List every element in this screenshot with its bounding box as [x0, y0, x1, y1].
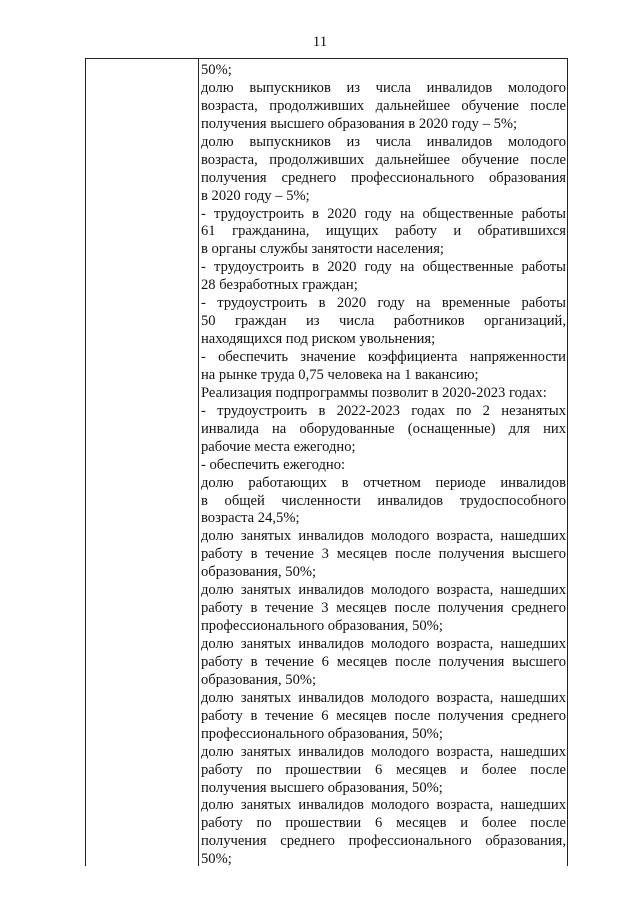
text-line: долю занятых инвалидов молодого возраста, нашедших: [201, 636, 566, 652]
text-line: образования, 50%;: [201, 671, 317, 688]
text-line: Реализация подпрограммы позволит в 2020-2023 годах:: [201, 384, 547, 401]
text-line: на рынке труда 0,75 человека на 1 вакансию;: [201, 366, 479, 383]
text-line: получения высшего образования в 2020 году – 5%;: [201, 115, 518, 132]
text-line: долю занятых инвалидов молодого возраста, нашедших: [201, 689, 566, 706]
text-line: работу в течение 3 месяцев после получения среднего: [201, 600, 566, 617]
text-line: 50 граждан из числа работников организаций,: [201, 313, 566, 330]
table-cell-text: [201, 62, 566, 869]
text-line: в 2020 году – 5%;: [201, 187, 310, 204]
text-line: 50%;: [201, 62, 232, 78]
text-line: рабочие места ежегодно;: [201, 438, 356, 455]
text-line: возраста, продолживших дальнейшее обучение после: [201, 151, 566, 168]
text-line: долю занятых инвалидов молодого возраста, нашедших: [201, 797, 566, 814]
text-line: - трудоустроить в 2020 году на общественные работы: [201, 259, 566, 276]
text-line: работу в течение 6 месяцев после получения среднего: [201, 707, 566, 724]
text-line: работу по прошествии 6 месяцев и более после: [201, 761, 566, 778]
text-line: работу по прошествии 6 месяцев и более после: [201, 815, 566, 832]
text-line: - обеспечить значение коэффициента напряженности: [201, 349, 566, 365]
text-line: долю занятых инвалидов молодого возраста, нашедших: [201, 582, 566, 599]
text-line: профессионального образования, 50%;: [201, 618, 443, 635]
page-number: 11: [312, 34, 328, 50]
text-line: долю занятых инвалидов молодого возраста, нашедших: [201, 528, 566, 545]
text-line: долю занятых инвалидов молодого возраста, нашедших: [201, 743, 566, 760]
text-line: долю выпускников из числа инвалидов молодого: [201, 133, 566, 150]
text-line: 50%;: [201, 851, 232, 868]
text-line: инвалида на оборудованные (оснащенные) для них: [201, 420, 566, 437]
text-line: работу в течение 3 месяцев после получения высшего: [201, 546, 566, 563]
text-line: 61 гражданина, ищущих работу и обратившихся: [201, 223, 566, 240]
text-line: долю выпускников из числа инвалидов молодого: [201, 79, 566, 96]
text-line: 28 безработных граждан;: [201, 277, 358, 294]
text-line: работу в течение 6 месяцев после получения высшего: [201, 653, 566, 670]
column-divider: [198, 58, 199, 866]
text-line: - трудоустроить в 2020 году на временные работы: [201, 295, 566, 312]
text-line: долю работающих в отчетном периоде инвалидов: [201, 474, 566, 491]
text-line: получения среднего профессионального образования: [201, 169, 566, 186]
text-line: получения высшего образования, 50%;: [201, 779, 443, 796]
text-line: образования, 50%;: [201, 564, 317, 581]
text-line: - трудоустроить в 2022-2023 годах по 2 незанятых: [201, 402, 566, 419]
text-line: профессионального образования, 50%;: [201, 725, 443, 742]
text-line: возраста, продолживших дальнейшее обучение после: [201, 97, 566, 114]
text-line: находящихся под риском увольнения;: [201, 331, 436, 348]
text-line: - трудоустроить в 2020 году на общественные работы: [201, 205, 566, 222]
text-line: в органы службы занятости населения;: [201, 241, 444, 258]
text-line: в общей численности инвалидов трудоспособного: [201, 492, 566, 509]
text-line: - обеспечить ежегодно:: [201, 456, 346, 473]
text-line: получения среднего профессионального образования,: [201, 833, 566, 850]
text-line: возраста 24,5%;: [201, 510, 300, 527]
